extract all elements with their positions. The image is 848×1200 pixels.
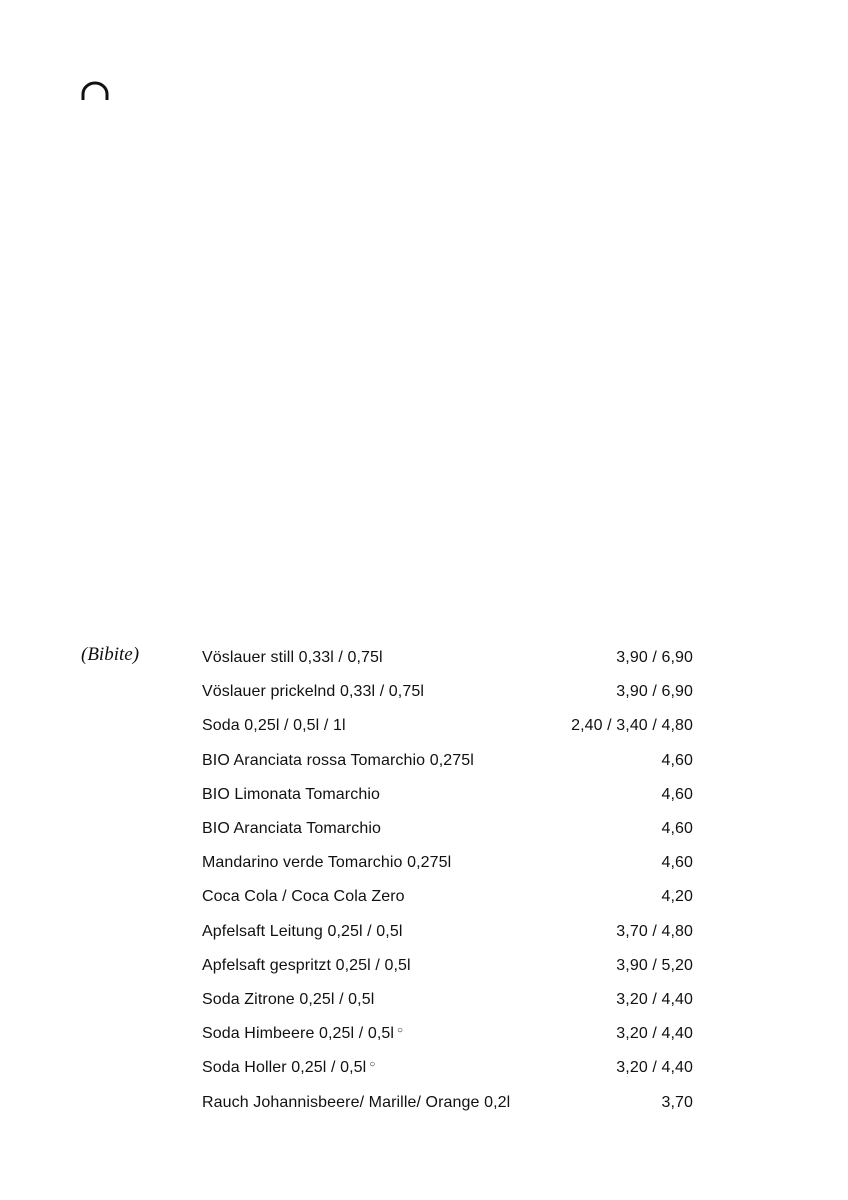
item-name: Soda 0,25l / 0,5l / 1l [202,717,346,735]
item-price: 3,70 / 4,80 [616,922,693,940]
item-price: 3,70 [661,1093,693,1111]
item-name: BIO Aranciata Tomarchio [202,820,381,838]
menu-item [202,641,693,675]
item-name: Apfelsaft gespritzt 0,25l / 0,5l [202,956,411,974]
item-name: Apfelsaft Leitung 0,25l / 0,5l [202,922,403,940]
circle-mark-icon: ○ [397,1025,404,1037]
item-name: BIO Limonata Tomarchio [202,785,380,803]
menu-item [202,983,693,1017]
menu-item [202,949,693,983]
menu-item [202,675,693,709]
menu-item [202,915,693,949]
item-price: 4,60 [661,820,693,838]
item-price: 4,20 [661,888,693,906]
item-name: Mandarino verde Tomarchio 0,275l [202,854,452,872]
menu-item [202,812,693,846]
menu-item [202,1051,693,1085]
menu-item [202,880,693,914]
item-price: 4,60 [661,751,693,769]
item-name: Soda Holler 0,25l / 0,5l ○ [202,1059,376,1077]
item-price: 4,60 [661,854,693,872]
circle-mark-icon: ○ [369,1059,376,1071]
item-price: 3,20 / 4,40 [616,1059,693,1077]
item-price: 3,90 / 6,90 [616,649,693,667]
item-price: 2,40 / 3,40 / 4,80 [571,717,693,735]
item-price: 3,20 / 4,40 [616,1025,693,1043]
section-label: (Bibite) [81,644,140,665]
arc-logo-icon [80,80,110,102]
drinks-menu-list [202,641,693,1120]
item-price: 3,20 / 4,40 [616,990,693,1008]
item-price: 3,90 / 6,90 [616,683,693,701]
item-name: Soda Zitrone 0,25l / 0,5l [202,990,375,1008]
item-name: BIO Aranciata rossa Tomarchio 0,275l [202,751,474,769]
menu-item [202,709,693,743]
menu-item [202,744,693,778]
item-name: Vöslauer prickelnd 0,33l / 0,75l [202,683,424,701]
menu-item [202,846,693,880]
item-name: Rauch Johannisbeere/ Marille/ Orange 0,2l [202,1093,511,1111]
item-name: Soda Himbeere 0,25l / 0,5l ○ [202,1025,404,1043]
item-price: 4,60 [661,785,693,803]
menu-item [202,1017,693,1051]
item-name: Vöslauer still 0,33l / 0,75l [202,649,383,667]
menu-item [202,1085,693,1119]
item-price: 3,90 / 5,20 [616,956,693,974]
item-name: Coca Cola / Coca Cola Zero [202,888,405,906]
menu-item [202,778,693,812]
